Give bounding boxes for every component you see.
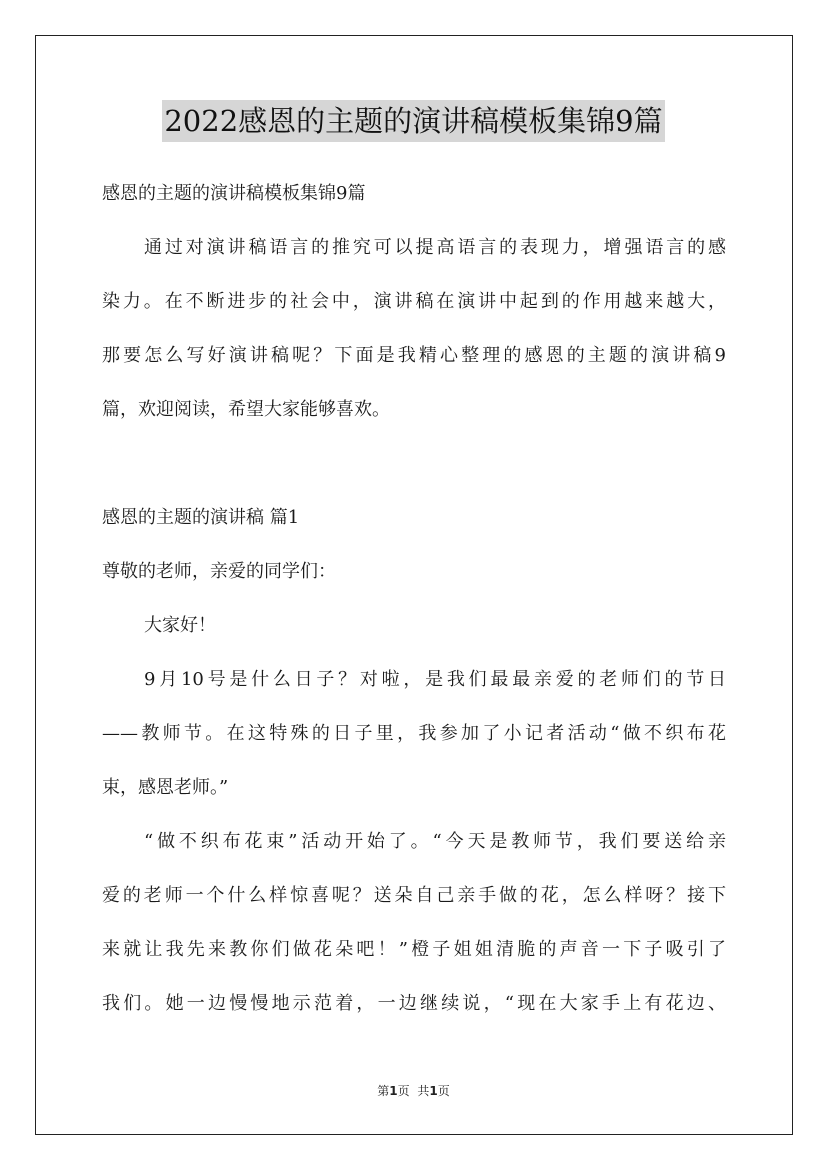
intro-line-4: 篇，欢迎阅读，希望大家能够喜欢。 [102,399,390,420]
para2-line-4: 我们。她一边慢慢地示范着，一边继续说，“现在大家手上有花边、 [102,993,726,1014]
page-footer [0,1082,827,1099]
footer-total-suffix: 页 [437,1084,450,1098]
footer-total-prefix: 共 [417,1084,430,1098]
para2-line-3: 来就让我先来教你们做花朵吧！”橙子姐姐清脆的声音一下子吸引了 [102,939,726,960]
intro-line-2: 染力。在不断进步的社会中，演讲稿在演讲中起到的作用越来越大， [102,291,726,312]
greeting: 大家好！ [144,615,216,636]
intro-line-1: 通过对演讲稿语言的推究可以提高语言的表现力，增强语言的感 [144,237,726,258]
document-subtitle: 感恩的主题的演讲稿模板集锦9篇 [102,183,366,204]
document-title [0,100,827,142]
salutation: 尊敬的老师，亲爱的同学们： [102,561,336,582]
para2-line-2: 爱的老师一个什么样惊喜呢？送朵自己亲手做的花，怎么样呀？接下 [102,885,726,906]
footer-total-number: 1 [429,1084,438,1098]
section-heading: 感恩的主题的演讲稿 篇1 [102,507,300,528]
document-title-text: 2022感恩的主题的演讲稿模板集锦9篇 [162,100,664,142]
footer-page-suffix: 页 [397,1084,410,1098]
para1-line-1: 9月10号是什么日子？对啦，是我们最最亲爱的老师们的节日 [144,669,726,690]
para1-line-2: ——教师节。在这特殊的日子里，我参加了小记者活动“做不织布花 [102,723,726,744]
intro-line-3: 那要怎么写好演讲稿呢？下面是我精心整理的感恩的主题的演讲稿9 [102,345,726,366]
para2-line-1: “做不织布花束”活动开始了。“今天是教师节，我们要送给亲 [144,831,726,852]
footer-page-number: 1 [389,1084,398,1098]
footer-page-prefix: 第 [377,1084,390,1098]
para1-line-3: 束，感恩老师。” [102,777,229,798]
